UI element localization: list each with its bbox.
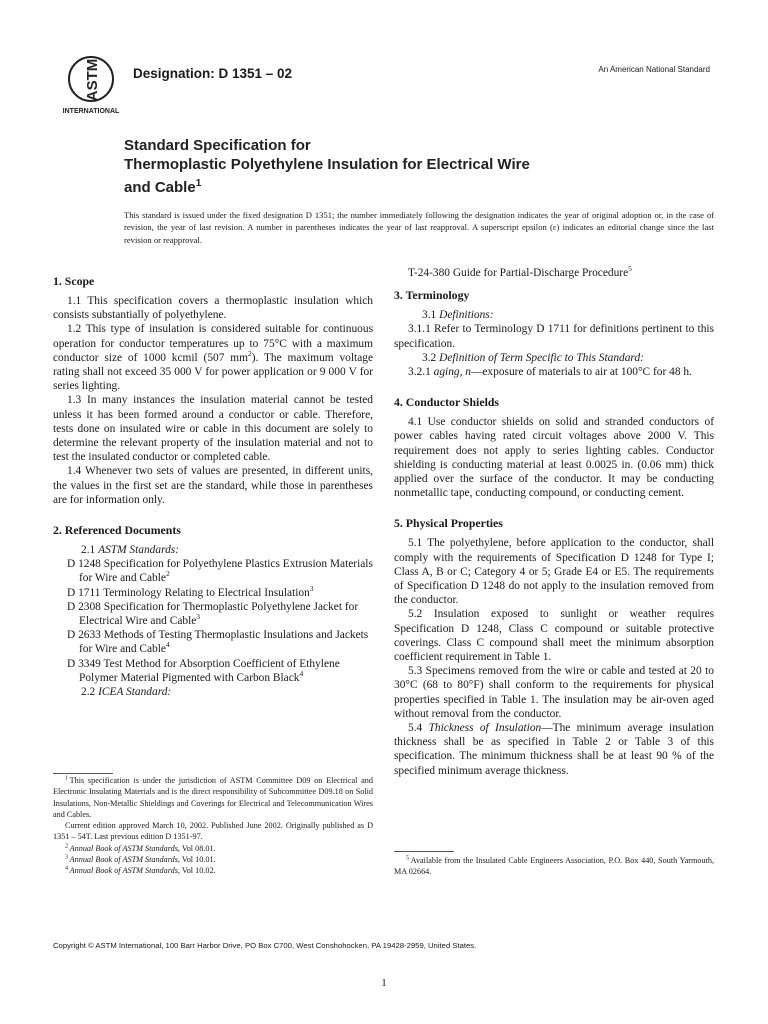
subsection-3-2: [394, 351, 714, 365]
subsection-3-2-number: 3.2: [422, 351, 437, 364]
reference-sup: 3: [196, 612, 201, 622]
copyright-notice: Copyright © ASTM International, 100 Barr Harbor Drive, PO Box C700, West Conshohocken, PA 19428-2959, United States.: [53, 941, 477, 950]
footnote-mark: 2: [65, 843, 68, 850]
reference-sup: 4: [299, 669, 304, 679]
left-column: [53, 266, 373, 699]
title-footnote-mark: 1: [195, 178, 202, 189]
designation: Designation: D 1351 – 02: [133, 66, 293, 81]
reference-item: [53, 557, 373, 585]
paragraph-5-4-number: 5.4: [408, 722, 423, 735]
footnotes-right: [394, 855, 714, 878]
subsection-3-1-number: 3.1: [422, 309, 437, 322]
reference-sup: 5: [628, 264, 632, 274]
subsection-2-2-label: ICEA Standard:: [98, 686, 172, 699]
footnote-1: [53, 775, 373, 820]
footnote-text: , Vol 10.01.: [177, 855, 216, 865]
reference-item: [53, 600, 373, 628]
section-heading-terminology: 3. Terminology: [394, 288, 470, 303]
subsection-2-1-label: ASTM Standards:: [98, 544, 180, 557]
reference-sup: 3: [309, 583, 314, 593]
footnote-2: [53, 843, 373, 854]
footnote-divider-right: [394, 851, 454, 852]
right-column: [394, 266, 714, 778]
paragraph-1-2-sup: 2: [247, 349, 252, 359]
footnote-text: This specification is under the jurisdiction of ASTM Committee D09 on Electrical and Electronic Insulating Materials and is the direct responsibility of Subcommittee D09.18 on Solid Insulations, Non-Metallic Shieldings and Coverings for Electrical and Telecommunication Wires and Cables.: [53, 776, 373, 819]
title-line-2: Thermoplastic Polyethylene Insulation for Electrical Wire: [124, 156, 530, 173]
term-aging: aging, n: [433, 366, 471, 379]
subsection-2-1: [53, 543, 373, 557]
section-heading-scope: 1. Scope: [53, 274, 95, 288]
reference-text: D 1711 Terminology Relating to Electrical Insulation: [67, 586, 310, 599]
reference-item: [53, 583, 373, 600]
footnote-mark: 3: [65, 854, 68, 861]
footnote-text: , Vol 08.01.: [177, 843, 216, 853]
reference-sup: 2: [165, 569, 170, 579]
subsection-3-2-label: Definition of Term Specific to This Standard:: [439, 351, 644, 364]
paragraph-3-1-1: 3.1.1 Refer to Terminology D 1711 for definitions pertinent to this specification.: [394, 323, 714, 350]
national-standard-label: An American National Standard: [598, 65, 710, 74]
subsection-2-1-number: 2.1: [81, 544, 96, 557]
reference-item: [53, 657, 373, 685]
astm-logo: [58, 52, 124, 116]
title-line-3-text: and Cable: [124, 179, 196, 196]
title-line-1: Standard Specification for: [124, 137, 311, 154]
paragraph-5-1: 5.1 The polyethylene, before application to the conductor, shall comply with the requirements of Specification D 1248 for Type I; Class A, B or C; Category 4 or 5; Grade E4 or E5. The requirements of Specification D 1248 do not apply to the insulation removed from the conductor.: [394, 537, 714, 607]
paragraph-3-2-1: [394, 365, 714, 379]
paragraph-5-3: 5.3 Specimens removed from the wire or cable and tested at 20 to 30°C (68 to 80°F) shall conform to the requirements for physical properties specified in Table 1. The insulation may be air-oven aged without removal from the conductor.: [394, 665, 714, 720]
footnote-text: Available from the Insulated Cable Engineers Association, P.O. Box 440, South Yarmouth, MA 02664.: [394, 856, 714, 877]
paragraph-1-2-text-a: 1.2 This type of insulation is considered suitable for continuous operation for conductor temperatures up to 75°C with a maximum conductor size of 1000 kcmil (507 mm: [53, 323, 373, 364]
footnote-1-continued: Current edition approved March 10, 2002. Published June 2002. Originally published as D 1351 – 54T. Last previous edition D 1351-97.: [53, 821, 373, 842]
footnote-italic: Annual Book of ASTM Standards: [69, 855, 178, 865]
svg-text:INTERNATIONAL: INTERNATIONAL: [62, 108, 120, 115]
reference-sup: 4: [165, 640, 170, 650]
reference-text: D 2633 Methods of Testing Thermoplastic Insulations and Jackets for Wire and Cable: [67, 629, 369, 656]
paragraph-4-1: 4.1 Use conductor shields on solid and stranded conductors of power cables having rated circuit voltages above 2000 V. This requirement does not apply to series lighting cables. Conductor shielding is conducting material at least 0.0025 in. (0.06 mm) thick applied over the surface of the conductor. It may be conducting nonmetallic tape, conducting compound, or conducting cement.: [394, 416, 714, 500]
footnote-5: [394, 855, 714, 878]
paragraph-3-2-1-number: 3.2.1: [408, 366, 431, 379]
reference-text: D 2308 Specification for Thermoplastic Polyethylene Jacket for Electrical Wire and Cable: [67, 600, 359, 628]
footnote-4: [53, 865, 373, 876]
subsection-3-1: [394, 308, 714, 322]
subsection-2-2: [53, 685, 373, 699]
subsection-2-2-number: 2.2: [81, 686, 96, 699]
reference-item: [53, 628, 373, 656]
footnotes-left: [53, 775, 373, 877]
svg-text:ASTM: ASTM: [84, 58, 101, 102]
paragraph-1-4: 1.4 Whenever two sets of values are presented, in different units, the values in the first set are the standard, while those in parentheses are for information only.: [53, 465, 373, 506]
intro-paragraph: This standard is issued under the fixed designation D 1351; the number immediately following the designation indicates the year of original adoption or, in the case of revision, the year of last revision. A number in parentheses indicates the year of last reapproval. A superscript epsilon (ε) indicates an editorial change since the last revision or reapproval.: [124, 210, 714, 245]
paragraph-1-2: [53, 322, 373, 393]
document-title: [124, 136, 644, 197]
footnote-mark: 1: [65, 775, 68, 782]
footnote-mark: 5: [406, 855, 409, 862]
paragraph-5-2: 5.2 Insulation exposed to sunlight or weather requires Specification D 1248, Class C compound or suitable protective coverings. Class C compound shall meet the minimum absorption coefficient requirement in Table 1.: [394, 608, 714, 664]
paragraph-3-2-1-text: —exposure of materials to air at 100°C for 48 h.: [470, 366, 692, 379]
footnote-mark: 4: [65, 865, 68, 872]
reference-text: T-24-380 Guide for Partial-Discharge Procedure: [408, 267, 629, 279]
paragraph-5-4: [394, 721, 714, 778]
paragraph-5-4-term: Thickness of Insulation: [428, 722, 542, 735]
footnote-text: , Vol 10.02.: [177, 866, 216, 876]
reference-text: D 3349 Test Method for Absorption Coefficient of Ethylene Polymer Material Pigmented with Carbon Black: [67, 657, 340, 684]
paragraph-1-1: 1.1 This specification covers a thermoplastic insulation which consists substantially of polyethylene.: [53, 295, 373, 322]
page-number: 1: [381, 977, 387, 989]
footnote-divider-left: [53, 773, 113, 774]
title-line-3: [124, 174, 644, 197]
footnote-italic: Annual Book of ASTM Standards: [69, 843, 178, 853]
paragraph-1-2-text-b: ). The maximum voltage rating shall not exceed 35 000 V for power application or 9 000 V for series lighting.: [53, 351, 374, 393]
paragraph-5-4-text: —The minimum average insulation thickness shall be as specified in Table 2 or Table 3 of this specification. The minimum thickness shall be at least 90 % of the specified minimum average thickness.: [394, 722, 714, 777]
footnote-italic: Annual Book of ASTM Standards: [69, 866, 178, 876]
reference-text: D 1248 Specification for Polyethylene Plastics Extrusion Materials for Wire and Cable: [67, 558, 373, 585]
section-heading-physical-properties: 5. Physical Properties: [394, 516, 503, 531]
section-heading-referenced-documents: 2. Referenced Documents: [53, 523, 181, 538]
paragraph-1-3: 1.3 In many instances the insulation material cannot be tested unless it has been formed around a conductor or cable. Therefore, tests done on insulated wire or cable in this document are solely to determine the relevant property of the insulation material and not to test the insulated conductor or completed cable.: [53, 394, 373, 464]
footnote-3: [53, 854, 373, 865]
section-heading-conductor-shields: 4. Conductor Shields: [394, 395, 499, 410]
subsection-3-1-label: Definitions:: [439, 309, 494, 322]
reference-item-icea: [394, 266, 714, 280]
